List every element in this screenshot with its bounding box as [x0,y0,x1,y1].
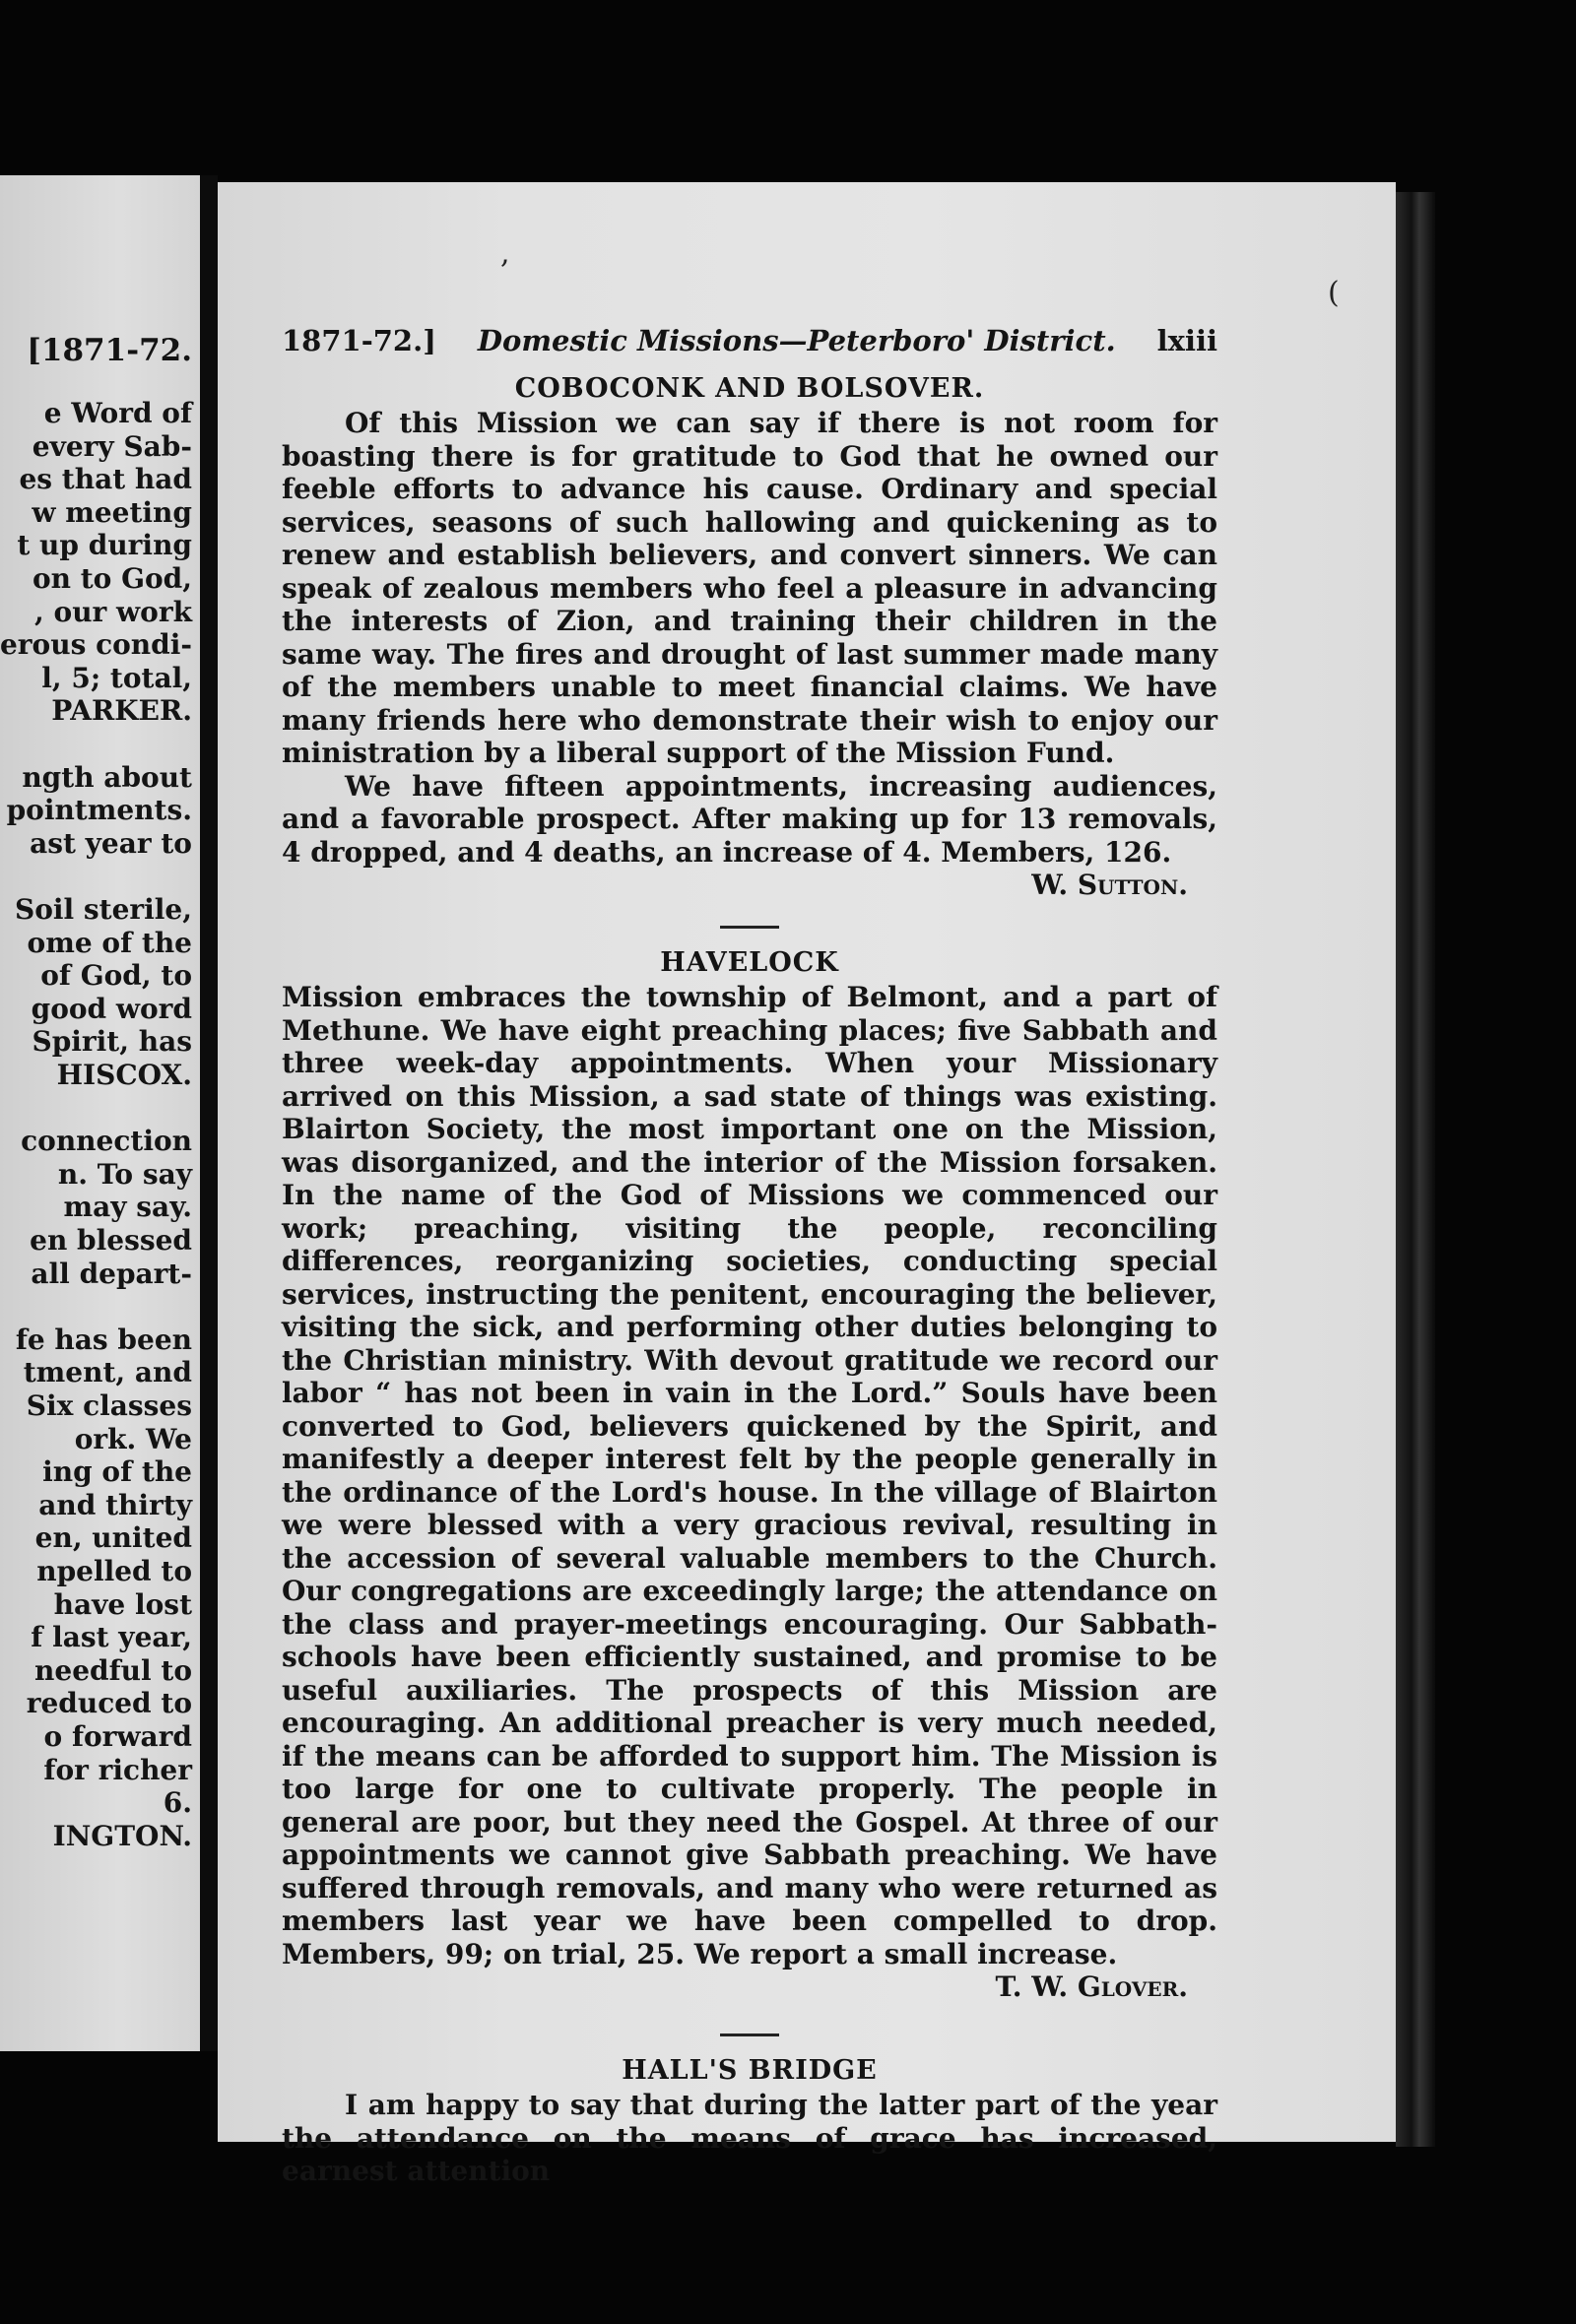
section-paragraph: Of this Mission we can say if there is not room for boasting there is for gratitude to God that he owned our feeble efforts to advance his cause. Ordinary and special services, seasons of such hallowing and quickening as to renew and establish believers, and convert sinners. We can speak of zealous members who feel a pleasure in advancing the interests of Zion, and training their children in the same way. The fires and drought of last summer made many of the members unable to meet financial claims. We have many friends here who demonstrate their wish to enjoy our ministration by a liberal support of the Mission Fund. [282,407,1217,769]
signature-line [282,1970,1217,2004]
previous-page-header: [1871-72. [27,333,192,368]
previous-page-line: o forward [43,1720,192,1753]
previous-page-line: every Sab- [32,429,192,463]
header-year: 1871-72.] [282,324,436,357]
signature: W. Sutton. [1031,869,1188,901]
previous-page-line: ome of the [27,926,192,959]
section-divider [720,2034,779,2036]
previous-page-line: HISCOX. [56,1059,192,1091]
previous-page-line: npelled to [36,1555,192,1587]
previous-page-line: t up during [17,529,192,562]
previous-page-line: Soil sterile, [14,893,192,926]
previous-page-line: , our work [34,595,192,628]
previous-page-line: reduced to [26,1687,192,1720]
ink-speck: , [500,236,510,271]
previous-page-line: needful to [34,1653,192,1687]
section-title-havelock: HAVELOCK [660,946,839,978]
previous-page-line: for richer [43,1753,192,1786]
previous-page-line: e Word of [43,397,192,429]
section-title-halls-bridge: HALL'S BRIDGE [622,2054,878,2086]
previous-page-line: of God, to [40,959,192,993]
previous-page-line: 6. [163,1786,192,1820]
previous-page-line: ork. We [74,1422,192,1455]
previous-page-line: erous condi- [0,628,192,662]
previous-page-line: pointments. [6,794,192,827]
section-divider [720,926,779,929]
previous-page-line: Six classes [26,1389,192,1422]
previous-page-line: es that had [19,463,192,496]
previous-page-line: connection [21,1125,192,1158]
previous-page-line: all depart- [31,1257,192,1290]
previous-page-line: en, united [34,1521,192,1555]
previous-page-line: INGTON. [52,1819,192,1852]
book-gutter [200,175,218,2051]
previous-page-line: en blessed [30,1224,192,1257]
previous-page-line: and thirty [38,1488,192,1521]
section-paragraph: I am happy to say that during the latter part of the year the attendance on the means of grace has increased, earnest attention [282,2089,1217,2187]
previous-page-line: PARKER. [51,694,192,728]
previous-page-line: fe has been [15,1323,192,1356]
page-content [282,325,1217,2188]
previous-page-line: n. To say [57,1157,192,1191]
section-title-coboconk: COBOCONK AND BOLSOVER. [514,372,985,404]
previous-page-line: ngth about [22,760,192,794]
previous-page-line: ing of the [42,1455,192,1489]
previous-page-line: tment, and [23,1356,192,1389]
signature: T. W. Glover. [995,1970,1188,2003]
previous-page-line: ast year to [30,826,192,860]
running-head [282,325,1217,358]
previous-page-line: have lost [53,1587,192,1621]
previous-page-line: may say. [63,1191,192,1224]
header-title: Domestic Missions—Peterboro' District. [477,324,1116,357]
page-number: lxiii [1156,324,1217,357]
section-closing-paragraph [282,770,1217,870]
signature-line [282,869,1217,902]
closing-text: We have fifteen appointments, increasing audiences, and a favorable prospect. After making up for 13 removals, 4 dropped, and 4 deaths, an increase of 4. Members, 126. [282,769,1217,869]
previous-page-line: l, 5; total, [41,661,192,694]
ink-speck: ( [1328,276,1340,310]
previous-page-line: f last year, [31,1621,192,1654]
previous-page-line: w meeting [32,495,192,529]
previous-page-line: on to God, [32,562,192,595]
page-edge [1396,192,1435,2147]
previous-page-line: Spirit, has [32,1025,192,1059]
previous-page-strip [0,175,200,2051]
previous-page-line: good word [31,992,192,1025]
section-paragraph: Mission embraces the township of Belmont, and a part of Methune. We have eight preaching places; five Sabbath and three week-day appointments. When your Missionary arrived on this Mission, a sad state of things was existing. Blairton Society, the most important one on the Mission, was disorganized, and the interior of the Mission forsaken. In the name of the God of Missions we commenced our work; preaching, visiting the people, reconciling differences, reorganizing societies, conducting special services, instructing the penitent, encouraging the believer, visiting the sick, and performing other duties belonging to the Christian ministry. With devout gratitude we record our labor “ has not been in vain in the Lord.” Souls have been converted to God, believers quickened by the Spirit, and manifestly a deeper interest felt by the people generally in the ordinance of the Lord's house. In the village of Blairton we were blessed with a very gracious revival, resulting in the accession of several valuable members to the Church. Our congregations are exceedingly large; the attendance on the class and prayer-meetings encouraging. Our Sabbath-schools have been efficiently sustained, and promise to be useful auxiliaries. The prospects of this Mission are encouraging. An additional preacher is very much needed, if the means can be afforded to support him. The Mission is too large for one to cultivate properly. The people in general are poor, but they need the Gospel. At three of our appointments we cannot give Sabbath preaching. We have suffered through removals, and many who were returned as members last year we have been compelled to drop. Members, 99; on trial, 25. We report a small increase. [282,981,1217,1970]
